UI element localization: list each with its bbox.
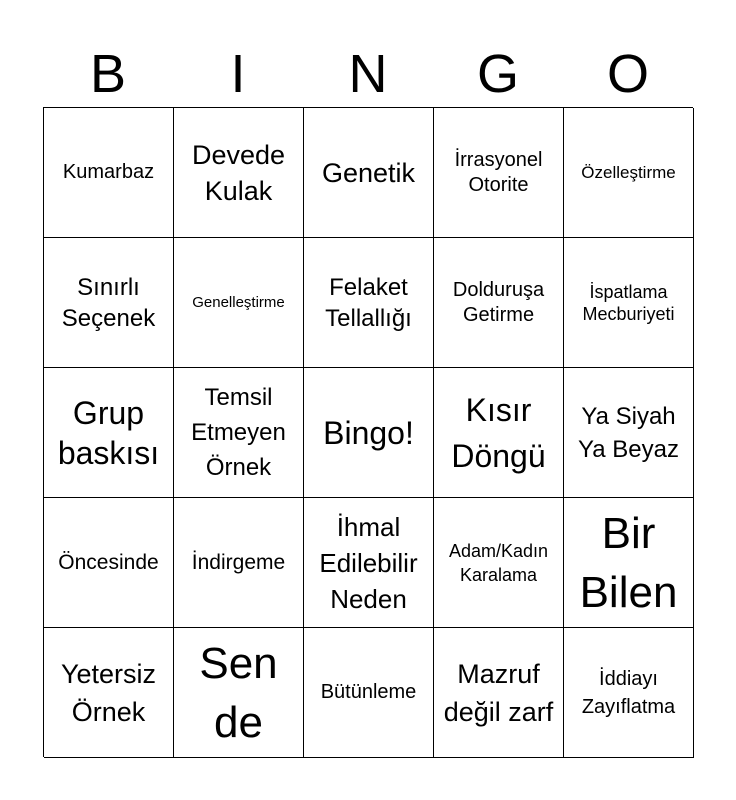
cell-label: İrrasyonel Otorite <box>454 148 543 196</box>
cell-label: Genelleştirme <box>192 293 285 311</box>
cell-label: Adam/Kadın Karalama <box>448 540 549 585</box>
bingo-cell[interactable] <box>434 238 564 368</box>
cell-label: Sen de <box>199 638 278 747</box>
cell-label: Özelleştirme <box>581 163 676 182</box>
bingo-cell[interactable] <box>174 108 304 238</box>
bingo-cell[interactable] <box>304 628 434 758</box>
bingo-cell[interactable] <box>44 368 174 498</box>
bingo-cell[interactable] <box>174 498 304 628</box>
bingo-cell[interactable] <box>564 108 694 238</box>
bingo-cell[interactable] <box>174 368 304 498</box>
bingo-cell[interactable] <box>434 628 564 758</box>
header-letter-i: I <box>230 44 246 104</box>
bingo-header <box>43 40 693 108</box>
bingo-cell[interactable] <box>434 498 564 628</box>
bingo-cell[interactable] <box>44 108 174 238</box>
cell-label: Bütünleme <box>320 681 417 703</box>
cell-label: Kumarbaz <box>62 161 155 183</box>
bingo-cell[interactable] <box>44 238 174 368</box>
bingo-cell[interactable] <box>44 498 174 628</box>
cell-label: Yetersiz Örnek <box>60 658 157 727</box>
header-letter-o: O <box>606 44 649 104</box>
cell-label: Devede Kulak <box>191 139 286 206</box>
bingo-cell[interactable] <box>304 368 434 498</box>
header-letter-n: N <box>348 44 388 104</box>
cell-label: İspatlama Mecburiyeti <box>582 281 675 324</box>
cell-label: Temsil Etmeyen Örnek <box>191 384 286 481</box>
cell-label: Bir Bilen <box>579 508 678 617</box>
bingo-cell[interactable] <box>564 368 694 498</box>
header-letter-b: B <box>89 44 127 104</box>
cell-label: Mazruf değil zarf <box>443 658 554 727</box>
cell-label: Kısır Döngü <box>451 391 546 474</box>
cell-label: Felaket Tellallığı <box>325 273 412 332</box>
cell-label: Grup baskısı <box>57 394 160 471</box>
bingo-cell[interactable] <box>304 108 434 238</box>
cell-label: İhmal Edilebilir Neden <box>319 511 418 614</box>
header-letter-g: G <box>476 44 519 104</box>
bingo-cell[interactable] <box>174 238 304 368</box>
cell-label: Genetik <box>321 157 416 188</box>
bingo-cell[interactable] <box>564 628 694 758</box>
cell-label: Sınırlı Seçenek <box>61 273 156 332</box>
bingo-cell[interactable] <box>304 498 434 628</box>
bingo-cell[interactable] <box>434 368 564 498</box>
cell-label: Öncesinde <box>58 550 159 574</box>
cell-label: Ya Siyah Ya Beyaz <box>578 402 679 463</box>
cell-label: Bingo! <box>323 414 414 451</box>
bingo-cell[interactable] <box>434 108 564 238</box>
bingo-cell[interactable] <box>564 238 694 368</box>
cell-label: Dolduruşa Getirme <box>452 278 545 326</box>
bingo-cell[interactable] <box>174 628 304 758</box>
cell-label: İndirgeme <box>191 550 286 574</box>
cell-label: İddiayı Zayıflatma <box>581 667 676 718</box>
bingo-cell[interactable] <box>44 628 174 758</box>
bingo-cell[interactable] <box>564 498 694 628</box>
bingo-board <box>43 107 693 757</box>
bingo-cell[interactable] <box>304 238 434 368</box>
